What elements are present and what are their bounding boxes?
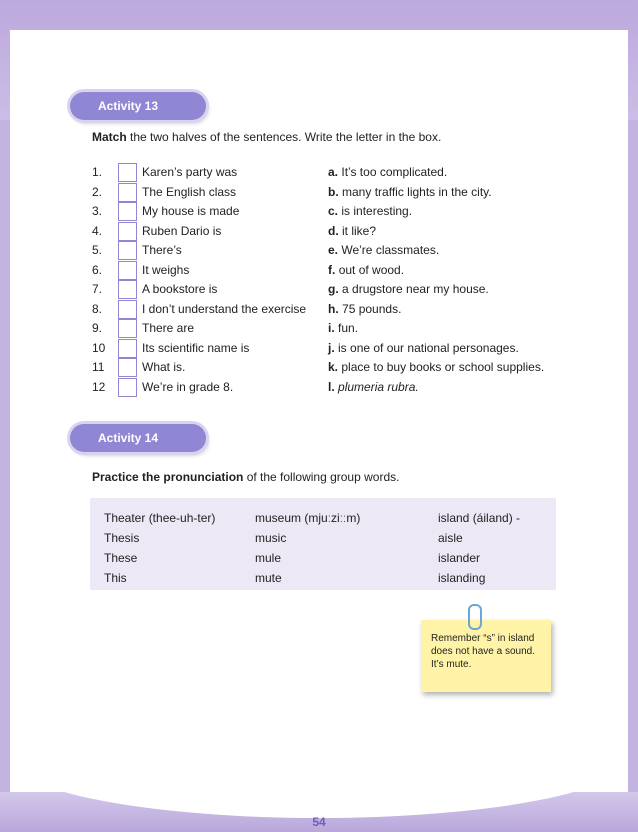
answer-box[interactable] (118, 378, 137, 397)
match-row (92, 300, 562, 319)
page-number: 54 (312, 815, 326, 829)
option-text: place to buy books or school supplies. (341, 360, 545, 374)
answer-box[interactable] (118, 163, 137, 182)
answer-box[interactable] (118, 358, 137, 377)
activity-14-instruction (92, 470, 399, 484)
sentence-first-half: There’s (142, 243, 182, 257)
option-letter: j. (328, 340, 335, 355)
sentence-first-half: We’re in grade 8. (142, 379, 234, 394)
match-row (92, 339, 562, 358)
instruction-text: of the following group words. (243, 470, 400, 484)
sentence-first-half: Its scientific name is (142, 340, 250, 355)
word: islander (438, 551, 481, 565)
row-number: 3. (92, 204, 103, 218)
row-number: 2. (92, 184, 103, 199)
sentence-second-half (328, 263, 404, 277)
sentence-second-half (328, 204, 412, 218)
row-number: 9. (92, 321, 103, 335)
answer-box[interactable] (118, 202, 137, 221)
option-letter: c. (328, 204, 339, 218)
pronunciation-column-3 (438, 508, 520, 588)
option-letter: h. (328, 301, 339, 316)
sentence-first-half: The English class (142, 184, 237, 199)
match-row (92, 163, 562, 182)
instruction-text: the two halves of the sentences. Write the letter in the box. (126, 130, 442, 144)
sentence-first-half: There are (142, 321, 195, 335)
activity-14-label: Activity 14 (98, 431, 159, 445)
option-text: is interesting. (341, 204, 413, 218)
answer-box[interactable] (118, 241, 137, 260)
row-number: 5. (92, 243, 103, 257)
option-text: 75 pounds. (342, 301, 402, 316)
sentence-second-half (328, 243, 439, 257)
answer-box[interactable] (118, 222, 137, 241)
option-text: fun. (338, 321, 359, 335)
pronunciation-column-1 (104, 508, 215, 588)
sentence-second-half (328, 185, 492, 199)
match-row (92, 241, 562, 260)
note-line: It’s mute. (431, 659, 472, 670)
match-row (92, 378, 562, 397)
answer-box[interactable] (118, 183, 137, 202)
word: These (104, 551, 138, 565)
option-text: it like? (342, 223, 377, 238)
note-line: does not have a sound. (431, 646, 535, 657)
sentence-first-half: I don’t understand the exercise (142, 301, 307, 316)
match-row (92, 319, 562, 338)
option-letter: g. (328, 282, 339, 296)
option-text: out of wood. (338, 262, 405, 277)
sentence-first-half: What is. (142, 360, 186, 374)
paperclip-icon (468, 604, 482, 630)
option-text: is one of our national personages. (338, 340, 519, 355)
pronunciation-table (90, 498, 556, 590)
activity-13-instruction (92, 130, 441, 144)
instruction-bold: Match (92, 130, 127, 144)
word: This (104, 571, 127, 585)
row-number: 8. (92, 301, 103, 316)
option-letter: l. (328, 379, 335, 394)
match-row (92, 280, 562, 299)
option-letter: b. (328, 184, 339, 199)
row-number: 1. (92, 165, 103, 179)
sentence-second-half (328, 224, 376, 238)
sentence-second-half (328, 341, 519, 355)
row-number: 11 (92, 360, 105, 374)
sentence-first-half: My house is made (142, 204, 240, 218)
row-number: 12 (92, 379, 106, 394)
activity-14-tab (70, 424, 206, 452)
option-letter: a. (328, 165, 339, 179)
answer-box[interactable] (118, 300, 137, 319)
pronunciation-column-2 (255, 508, 360, 588)
word: islanding (438, 571, 486, 585)
sentence-first-half: Ruben Dario is (142, 223, 222, 238)
match-row (92, 183, 562, 202)
word: Thesis (104, 531, 140, 545)
option-text: It’s too complicated. (341, 165, 448, 179)
word: mule (255, 551, 282, 565)
row-number: 6. (92, 262, 103, 277)
word: mute (255, 571, 282, 585)
option-text: We’re classmates. (341, 243, 440, 257)
match-row (92, 261, 562, 280)
row-number: 10 (92, 340, 106, 355)
answer-box[interactable] (118, 339, 137, 358)
word: aisle (438, 531, 463, 545)
match-row (92, 222, 562, 241)
answer-box[interactable] (118, 319, 137, 338)
reminder-note (421, 620, 551, 692)
option-letter: f. (328, 262, 336, 277)
sentence-second-half (328, 302, 401, 316)
sentence-first-half: It weighs (142, 262, 190, 277)
activity-13-label: Activity 13 (98, 99, 159, 113)
option-text: plumeria rubra. (338, 379, 419, 394)
option-letter: e. (328, 243, 339, 257)
sentence-second-half (328, 165, 447, 179)
sentence-second-half (328, 321, 358, 335)
answer-box[interactable] (118, 280, 137, 299)
sentence-second-half (328, 360, 544, 374)
option-letter: i. (328, 321, 335, 335)
word: island (áiland) - (438, 511, 521, 525)
option-letter: k. (328, 360, 339, 374)
match-row (92, 202, 562, 221)
sentence-second-half (328, 380, 419, 394)
activity-13-tab (70, 92, 206, 120)
note-line: Remember “s” in island (431, 633, 535, 644)
row-number: 7. (92, 282, 103, 296)
instruction-bold: Practice the pronunciation (92, 470, 244, 484)
sentence-first-half: Karen’s party was (142, 165, 238, 179)
match-row (92, 358, 562, 377)
word: museum (mjuːziːːm) (255, 511, 361, 525)
sentence-second-half (328, 282, 489, 296)
answer-box[interactable] (118, 261, 137, 280)
option-text: many traffic lights in the city. (342, 184, 492, 199)
word: music (255, 531, 287, 545)
option-letter: d. (328, 223, 339, 238)
option-text: a drugstore near my house. (342, 282, 489, 296)
row-number: 4. (92, 223, 103, 238)
sentence-first-half: A bookstore is (142, 282, 218, 296)
word: Theater (thee-uh-ter) (104, 511, 216, 525)
